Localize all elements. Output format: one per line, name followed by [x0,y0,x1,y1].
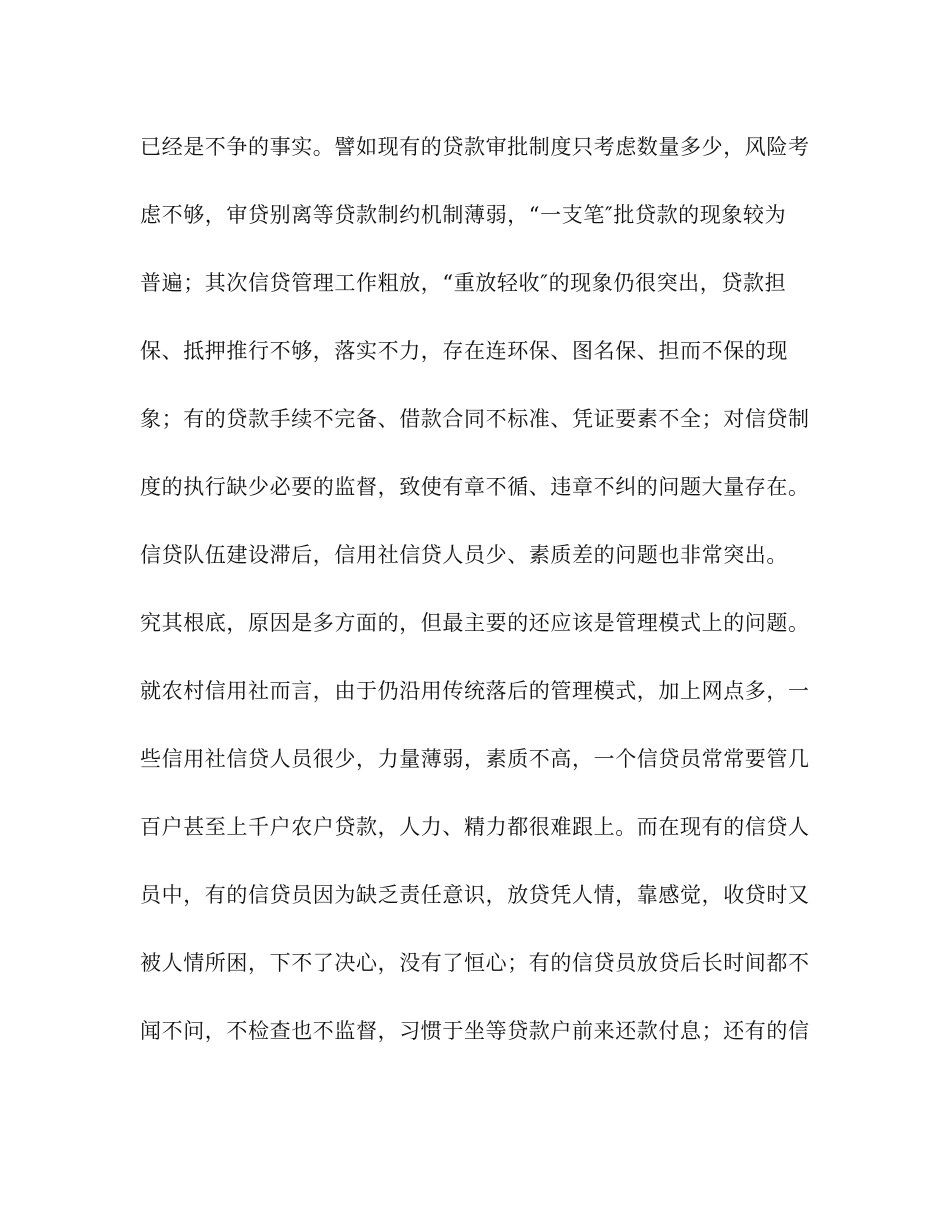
text-line: 普遍；其次信贷管理工作粗放，“重放轻收″的现象仍很突出，贷款担 [140,271,787,295]
text-line: 已经是不争的事实。譬如现有的贷款审批制度只考虑数量多少，风险考 [140,135,810,159]
text-line: 被人情所困，下不了决心，没有了恒心；有的信贷员放贷后长时间都不 [140,951,810,975]
text-line: 闻不问，不检查也不监督，习惯于坐等贷款户前来还款付息；还有的信 [140,1019,810,1043]
text-line: 些信用社信贷人员很少，力量薄弱，素质不高，一个信贷员常常要管几 [140,747,810,771]
text-line: 象；有的贷款手续不完备、借款合同不标准、凭证要素不全；对信贷制 [140,407,810,431]
body-text [140,120,830,1072]
text-line: 就农村信用社而言，由于仍沿用传统落后的管理模式，加上网点多，一 [140,679,810,703]
text-line: 度的执行缺少必要的监督，致使有章不循、违章不纠的问题大量存在。 [140,475,810,499]
text-line: 究其根底，原因是多方面的，但最主要的还应该是管理模式上的问题。 [140,611,810,635]
text-line: 百户甚至上千户农户贷款，人力、精力都很难跟上。而在现有的信贷人 [140,815,810,839]
text-line: 员中，有的信贷员因为缺乏责任意识，放贷凭人情，靠感觉，收贷时又 [140,883,810,907]
text-line: 虑不够，审贷别离等贷款制约机制薄弱，“一支笔″批贷款的现象较为 [140,203,787,227]
text-line: 信贷队伍建设滞后，信用社信贷人员少、素质差的问题也非常突出。 [140,543,788,567]
text-line: 保、抵押推行不够，落实不力，存在连环保、图名保、担而不保的现 [140,339,788,363]
